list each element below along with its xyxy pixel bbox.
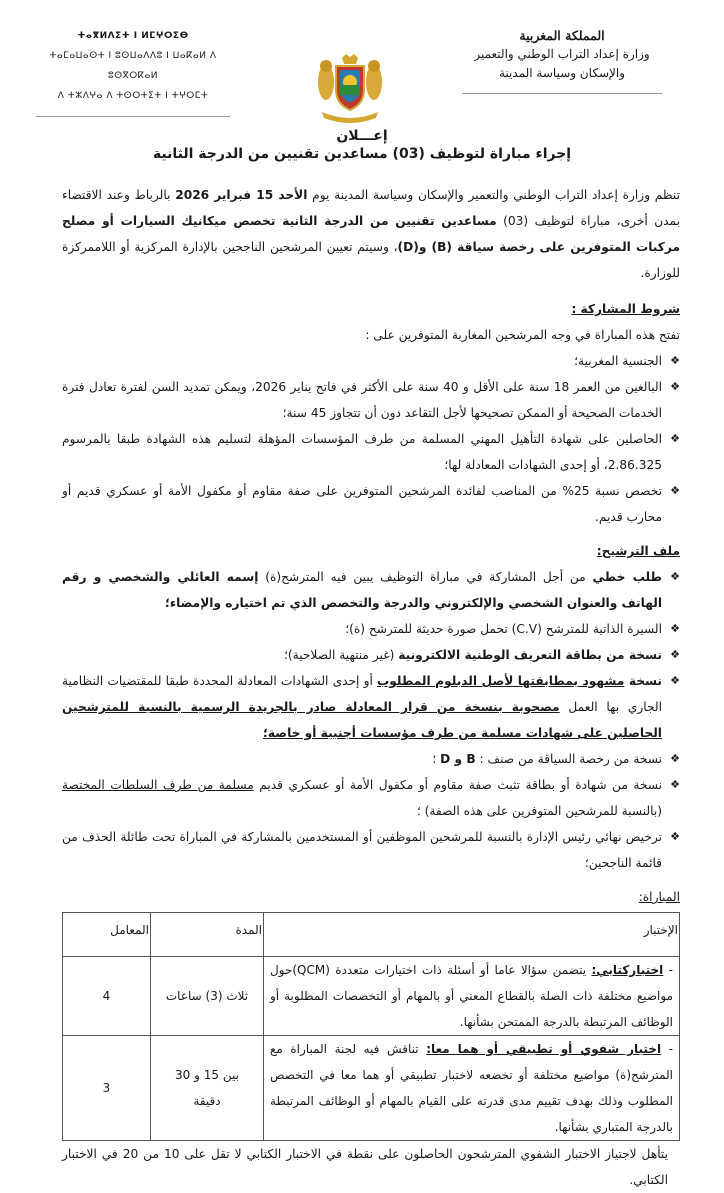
- table-header-row: [63, 913, 680, 957]
- conditions-lead: تفتح هذه المباراة في وجه المرشحين المغاربة المتوفرين على :: [365, 328, 680, 342]
- conditions-list: [62, 348, 680, 530]
- ministry-name-tifinagh-line1: ⵜⴰⵎⴰⵡⴰⵙⵜ ⵏ ⵓⵙⵡⴰⴷⴷⵓ ⵏ ⵡⴰⴽⴰⵍ ⴷ ⵓⵙⴳⵔⴽⴰⵍ: [49, 51, 217, 81]
- list-item: ❖ الحاصلين على شهادة التأهيل المهني المسلمة من طرف المؤسسات المؤهلة لتسليم هذه الشهادة طبقا بالمرسوم 2.86.325، أو إحدى الشهادات المعادلة لها؛: [62, 426, 680, 478]
- ministry-name-line2: والإسكان وسياسة المدينة: [499, 66, 625, 80]
- duration-cell: بين 15 و 30 دقيقة: [151, 1036, 264, 1141]
- dossier-heading: ملف الترشيح:: [596, 544, 680, 558]
- bold-text: نسخة: [624, 674, 662, 688]
- text: ؛: [432, 752, 441, 766]
- divider: [462, 93, 662, 94]
- duration-cell: ثلاث (3) ساعات: [151, 957, 264, 1036]
- bold-text: نسخة من بطاقة التعريف الوطنية الالكترونية: [398, 648, 662, 662]
- text: تناقش فيه لجنة المباراة مع المترشح(ة) مواضيع مختلفة أو تخضعه لاختبار تطبيقي أو هما معا في التخصص المطلوب وذلك بهدف تقييم مدى قدرته على القيام بالمهام أو الوظائف المرتبطة بالدرجة المتباري بشأنها.: [270, 1042, 673, 1134]
- conditions-heading: شروط المشاركة :: [571, 302, 680, 316]
- underlined-text: مصحوبة بنسخة من قرار المعادلة صادر بالجريدة الرسمية بالنسبة للمترشحين الحاصلين على شهادات مسلمة من طرف مؤسسات أجنبية أو خاصة؛: [62, 700, 662, 740]
- text: يتضمن سؤالا عاما أو أسئلة ذات اختيارات متعددة (QCM)حول مواضيع مختلفة ذات الصلة بالقطاع المعني أو بالمهام أو التخصصات المطلوبة أو الوظائف المرتبطة بالدرجة الممتحن بشأنها.: [270, 963, 673, 1029]
- exam-heading: المباراة:: [638, 890, 680, 904]
- intro-paragraph: [62, 182, 680, 286]
- exam-table: [62, 912, 680, 1141]
- list-item: ❖ تخصص نسبة 25% من المناصب لفائدة المرشحين المتوفرين على صفة مقاوم أو مكفول الأمة أو عسكري قديم أو محارب قديم.: [62, 478, 680, 530]
- table-row: [63, 1036, 680, 1141]
- list-item: ❖ السيرة الذاتية للمترشح (C.V) تحمل صورة حديثة للمترشح (ة)؛: [62, 616, 680, 642]
- bold-text: طلب خطي: [592, 570, 662, 584]
- ministry-header-arabic: [462, 26, 662, 94]
- coat-of-arms-emblem: [314, 52, 386, 124]
- list-item: [62, 746, 680, 772]
- text: أو إحدى الشهادات المعادلة المحددة طبقا للمقتضيات النظامية الجاري بها العمل: [62, 674, 662, 714]
- dossier-list: [62, 564, 680, 876]
- coefficient-cell: 4: [63, 957, 151, 1036]
- text: من أجل المشاركة في مباراة التوظيف يبين فيه المترشح(ة): [258, 570, 593, 584]
- ministry-name-line1: وزارة إعداد التراب الوطني والتعمير: [474, 47, 650, 61]
- test-description: - اختبار شفوي أو تطبيقي أو هما معا: تناقش فيه لجنة المباراة مع المترشح(ة) مواضيع مختلفة أو تخضعه لاختبار تطبيقي أو هما معا في التخصص المطلوب وذلك بهدف تقييم مدى قدرته على القيام بالمهام أو الوظائف المرتبطة بالدرجة المتباري بشأنها.: [264, 1036, 680, 1141]
- bold-text: إسمه العائلي والشخصي و رقم الهاتف والعنوان الشخصي والإلكتروني والدرجة والتخصص الذي تم اختياره والإمضاء؛: [62, 570, 662, 610]
- test-description: - اختباركتابي: يتضمن سؤالا عاما أو أسئلة ذات اختيارات متعددة (QCM)حول مواضيع مختلفة ذات الصلة بالقطاع المعني أو بالمهام أو التخصصات المطلوبة أو الوظائف المرتبطة بالدرجة الممتحن بشأنها.: [264, 957, 680, 1036]
- list-item: ❖ ترخيص نهائي رئيس الإدارة بالنسبة للمرشحين الموظفين أو المستخدمين بالمشاركة في المباراة تحت طائلة الحذف من قائمة الناجحين؛: [62, 824, 680, 876]
- list-item: ❖ البالغين من العمر 18 سنة على الأقل و 40 سنة على الأكثر في فاتح يناير 2026، ويمكن تمديد السن لفترة تعادل فترة الخدمات الصحيحة أو الممكن تصحيحها لأجل التقاعد دون أن تتجاوز 45 سنة؛: [62, 374, 680, 426]
- exam-date: الأحد 15 فبراير 2026: [175, 188, 308, 202]
- column-header-coefficient: المعامل: [63, 913, 151, 957]
- kingdom-name: المملكة المغربية: [519, 28, 605, 43]
- underlined-text: مشهود بمطابقتها لأصل الدبلوم المطلوب: [376, 674, 625, 688]
- divider: [36, 116, 230, 117]
- list-item: [62, 642, 680, 668]
- test-label: اختبار شفوي أو تطبيقي أو هما معا:: [426, 1042, 662, 1056]
- intro-text: ، وسيتم تعيين المرشحين الناجحين بالإدارة المركزية أو اللاممركزة للوزارة.: [62, 240, 680, 280]
- bold-text: B و D: [440, 752, 476, 766]
- list-item: [62, 564, 680, 616]
- column-header-test: الإختبار: [264, 913, 680, 957]
- text: (بالنسبة للمرشحين المتوفرين على هذه الصفة) ؛: [416, 804, 662, 818]
- text: نسخة من رخصة السياقة من صنف :: [475, 752, 662, 766]
- text: (غير منتهية الصلاحية)؛: [284, 648, 399, 662]
- list-item: [62, 772, 680, 824]
- list-item: [62, 668, 680, 746]
- list-item: ❖ الجنسية المغربية؛: [62, 348, 680, 374]
- underlined-text: مسلمة من طرف السلطات المختصة: [62, 778, 254, 792]
- test-label: اختباركتابي:: [591, 963, 664, 977]
- column-header-duration: المدة: [151, 913, 264, 957]
- position-description: مساعدين تقنيين من الدرجة الثانية تخصص ميكانيك السيارات أو مصلح مركبات المتوفرين على رخصة سياقة (B) و(D): [62, 214, 680, 254]
- coefficient-cell: 3: [63, 1036, 151, 1141]
- exam-note: يتأهل لاجتياز الاختبار الشفوي المترشحون الحاصلون على نقطة في الاختبار الكتابي لا تقل على 10 من 20 في الاختبار الكتابي.: [62, 1147, 668, 1187]
- text: نسخة من شهادة أو بطاقة تثبث صفة مقاوم أو مكفول الأمة أو عسكري قديم: [253, 778, 662, 792]
- intro-text: بالرباط وعند الاقتضاء بمدن أخرى، مباراة لتوظيف (03): [62, 188, 680, 228]
- intro-text: تنظم وزارة إعداد التراب الوطني والتعمير والإسكان وسياسة المدينة يوم: [307, 188, 680, 202]
- ministry-name-tifinagh-line2: ⴷ ⵜⵣⴷⵖⴰ ⴷ ⵜⵙⵔⵜⵉⵜ ⵏ ⵜⵖⵔⵎⵜ: [57, 91, 209, 101]
- announcement-label: إعـــلان: [336, 128, 388, 144]
- kingdom-name-tifinagh: ⵜⴰⴳⵍⴷⵉⵜ ⵏ ⵍⵎⵖⵔⵉⴱ: [77, 31, 189, 41]
- announcement-title: إجراء مباراة لتوظيف (03) مساعدين تقنيين من الدرجة الثانية: [152, 146, 572, 162]
- ministry-header-tifinagh: [36, 26, 230, 117]
- document-body: [62, 182, 680, 1193]
